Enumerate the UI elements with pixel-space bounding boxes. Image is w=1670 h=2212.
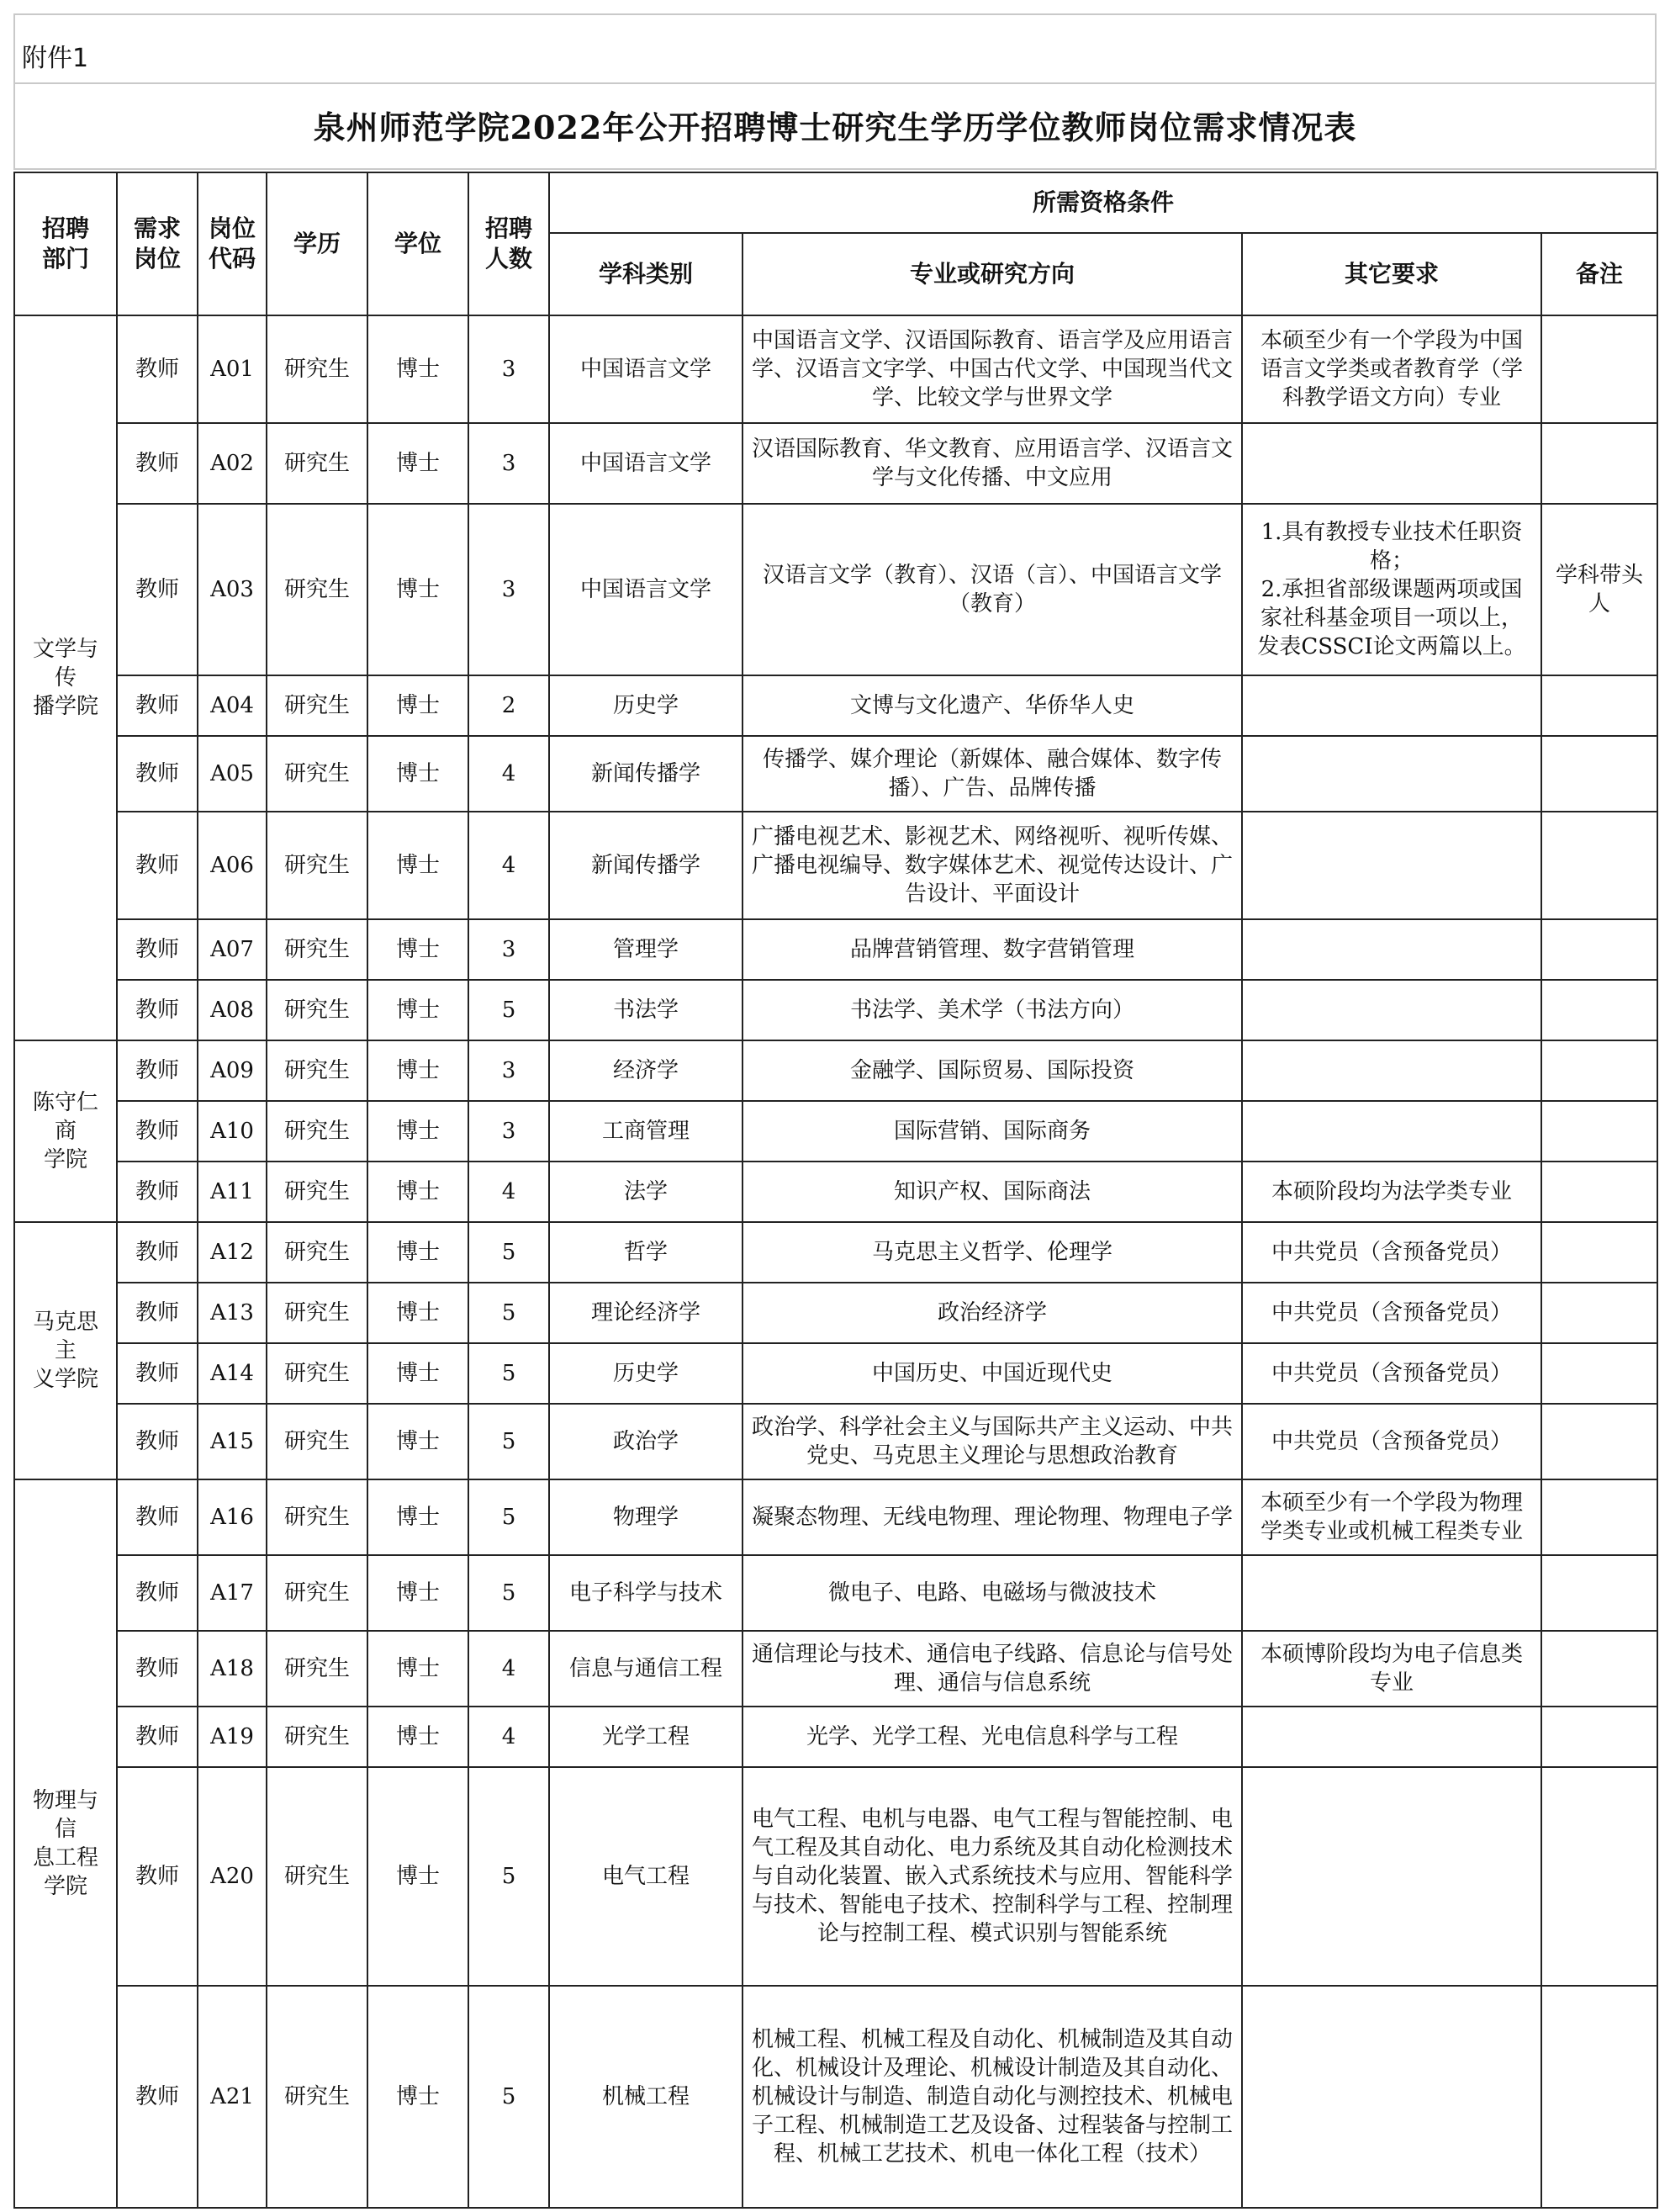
education-cell: 研究生 [267, 423, 367, 504]
remark-cell [1541, 1222, 1657, 1283]
code-cell: A07 [198, 919, 267, 980]
header-dept: 招聘 部门 [14, 172, 117, 315]
education-cell: 研究生 [267, 315, 367, 423]
other-requirements-cell: 中共党员（含预备党员） [1242, 1404, 1541, 1479]
post-cell: 教师 [117, 315, 198, 423]
code-cell: A17 [198, 1555, 267, 1631]
degree-cell: 博士 [367, 1162, 468, 1222]
header-other: 其它要求 [1242, 233, 1541, 315]
degree-cell: 博士 [367, 504, 468, 675]
table-row [14, 423, 1657, 504]
post-cell: 教师 [117, 1222, 198, 1283]
discipline-cell: 历史学 [549, 1343, 743, 1404]
count-cell: 3 [468, 919, 549, 980]
discipline-cell: 新闻传播学 [549, 736, 743, 812]
degree-cell: 博士 [367, 1631, 468, 1707]
post-cell: 教师 [117, 1767, 198, 1986]
major-cell: 文博与文化遗产、华侨华人史 [743, 675, 1242, 736]
post-cell: 教师 [117, 675, 198, 736]
education-cell: 研究生 [267, 812, 367, 919]
degree-cell: 博士 [367, 1343, 468, 1404]
discipline-cell: 管理学 [549, 919, 743, 980]
major-cell: 政治学、科学社会主义与国际共产主义运动、中共党史、马克思主义理论与思想政治教育 [743, 1404, 1242, 1479]
education-cell: 研究生 [267, 1631, 367, 1707]
discipline-cell: 经济学 [549, 1040, 743, 1101]
code-cell: A09 [198, 1040, 267, 1101]
degree-cell: 博士 [367, 736, 468, 812]
major-cell: 电气工程、电机与电器、电气工程与智能控制、电气工程及其自动化、电力系统及其自动化检测技术与自动化装置、嵌入式系统技术与应用、智能科学与技术、智能电子技术、控制科学与工程、控制理论与控制工程、模式识别与智能系统 [743, 1767, 1242, 1986]
degree-cell: 博士 [367, 1040, 468, 1101]
table-row [14, 1343, 1657, 1404]
code-cell: A01 [198, 315, 267, 423]
education-cell: 研究生 [267, 919, 367, 980]
count-cell: 4 [468, 812, 549, 919]
remark-cell [1541, 980, 1657, 1040]
other-requirements-cell [1242, 675, 1541, 736]
degree-cell: 博士 [367, 1283, 468, 1343]
count-cell: 4 [468, 1631, 549, 1707]
major-cell: 知识产权、国际商法 [743, 1162, 1242, 1222]
major-cell: 中国历史、中国近现代史 [743, 1343, 1242, 1404]
table-row [14, 1707, 1657, 1767]
count-cell: 5 [468, 1404, 549, 1479]
remark-cell [1541, 675, 1657, 736]
remark-cell [1541, 1404, 1657, 1479]
post-cell: 教师 [117, 1404, 198, 1479]
table-row [14, 919, 1657, 980]
count-cell: 3 [468, 1040, 549, 1101]
remark-cell [1541, 315, 1657, 423]
count-cell: 4 [468, 1707, 549, 1767]
code-cell: A13 [198, 1283, 267, 1343]
header-post: 需求 岗位 [117, 172, 198, 315]
post-cell: 教师 [117, 1479, 198, 1555]
code-cell: A19 [198, 1707, 267, 1767]
other-requirements-cell [1242, 1101, 1541, 1162]
remark-cell [1541, 1479, 1657, 1555]
remark-cell [1541, 1283, 1657, 1343]
code-cell: A18 [198, 1631, 267, 1707]
major-cell: 品牌营销管理、数字营销管理 [743, 919, 1242, 980]
discipline-cell: 历史学 [549, 675, 743, 736]
post-cell: 教师 [117, 1986, 198, 2208]
table-row [14, 1222, 1657, 1283]
major-cell: 微电子、电路、电磁场与微波技术 [743, 1555, 1242, 1631]
education-cell: 研究生 [267, 1162, 367, 1222]
major-cell: 汉语言文学（教育）、汉语（言）、中国语言文学（教育） [743, 504, 1242, 675]
discipline-cell: 电子科学与技术 [549, 1555, 743, 1631]
other-requirements-cell: 中共党员（含预备党员） [1242, 1343, 1541, 1404]
degree-cell: 博士 [367, 1101, 468, 1162]
other-requirements-cell: 中共党员（含预备党员） [1242, 1283, 1541, 1343]
discipline-cell: 理论经济学 [549, 1283, 743, 1343]
education-cell: 研究生 [267, 1767, 367, 1986]
code-cell: A08 [198, 980, 267, 1040]
code-cell: A20 [198, 1767, 267, 1986]
code-cell: A15 [198, 1404, 267, 1479]
count-cell: 5 [468, 1986, 549, 2208]
count-cell: 5 [468, 1479, 549, 1555]
post-cell: 教师 [117, 504, 198, 675]
other-requirements-cell [1242, 423, 1541, 504]
other-requirements-cell [1242, 919, 1541, 980]
code-cell: A16 [198, 1479, 267, 1555]
post-cell: 教师 [117, 1343, 198, 1404]
table-row [14, 1631, 1657, 1707]
discipline-cell: 机械工程 [549, 1986, 743, 2208]
degree-cell: 博士 [367, 1707, 468, 1767]
major-cell: 中国语言文学、汉语国际教育、语言学及应用语言学、汉语言文字学、中国古代文学、中国现当代文学、比较文学与世界文学 [743, 315, 1242, 423]
post-cell: 教师 [117, 423, 198, 504]
major-cell: 凝聚态物理、无线电物理、理论物理、物理电子学 [743, 1479, 1242, 1555]
discipline-cell: 物理学 [549, 1479, 743, 1555]
other-requirements-cell: 本硕至少有一个学段为物理学类专业或机械工程类专业 [1242, 1479, 1541, 1555]
table-row [14, 1767, 1657, 1986]
remark-cell [1541, 1162, 1657, 1222]
post-cell: 教师 [117, 1040, 198, 1101]
code-cell: A11 [198, 1162, 267, 1222]
degree-cell: 博士 [367, 423, 468, 504]
remark-cell [1541, 736, 1657, 812]
other-requirements-cell [1242, 1040, 1541, 1101]
other-requirements-cell: 本硕博阶段均为电子信息类专业 [1242, 1631, 1541, 1707]
discipline-cell: 书法学 [549, 980, 743, 1040]
major-cell: 机械工程、机械工程及自动化、机械制造及其自动化、机械设计及理论、机械设计制造及其自动化、机械设计与制造、制造自动化与测控技术、机械电子工程、机械制造工艺及设备、过程装备与控制工程、机械工艺技术、机电一体化工程（技术） [743, 1986, 1242, 2208]
discipline-cell: 光学工程 [549, 1707, 743, 1767]
discipline-cell: 电气工程 [549, 1767, 743, 1986]
degree-cell: 博士 [367, 1404, 468, 1479]
discipline-cell: 工商管理 [549, 1101, 743, 1162]
major-cell: 书法学、美术学（书法方向） [743, 980, 1242, 1040]
post-cell: 教师 [117, 980, 198, 1040]
other-requirements-cell [1242, 980, 1541, 1040]
table-row [14, 1986, 1657, 2208]
remark-cell [1541, 1986, 1657, 2208]
remark-cell [1541, 1631, 1657, 1707]
post-cell: 教师 [117, 919, 198, 980]
table-row [14, 1101, 1657, 1162]
code-cell: A04 [198, 675, 267, 736]
major-cell: 汉语国际教育、华文教育、应用语言学、汉语言文学与文化传播、中文应用 [743, 423, 1242, 504]
table-row [14, 1479, 1657, 1555]
education-cell: 研究生 [267, 504, 367, 675]
department-cell: 马克思主 义学院 [14, 1222, 117, 1479]
degree-cell: 博士 [367, 980, 468, 1040]
remark-cell [1541, 1555, 1657, 1631]
education-cell: 研究生 [267, 1101, 367, 1162]
other-requirements-cell: 中共党员（含预备党员） [1242, 1222, 1541, 1283]
table-row [14, 1040, 1657, 1101]
post-cell: 教师 [117, 1162, 198, 1222]
post-cell: 教师 [117, 736, 198, 812]
discipline-cell: 中国语言文学 [549, 315, 743, 423]
degree-cell: 博士 [367, 1986, 468, 2208]
header-code: 岗位 代码 [198, 172, 267, 315]
code-cell: A05 [198, 736, 267, 812]
education-cell: 研究生 [267, 980, 367, 1040]
code-cell: A10 [198, 1101, 267, 1162]
remark-cell [1541, 919, 1657, 980]
count-cell: 3 [468, 315, 549, 423]
code-cell: A02 [198, 423, 267, 504]
count-cell: 5 [468, 1767, 549, 1986]
degree-cell: 博士 [367, 315, 468, 423]
discipline-cell: 新闻传播学 [549, 812, 743, 919]
code-cell: A14 [198, 1343, 267, 1404]
table-row [14, 812, 1657, 919]
count-cell: 3 [468, 1101, 549, 1162]
degree-cell: 博士 [367, 1555, 468, 1631]
remark-cell: 学科带头人 [1541, 504, 1657, 675]
remark-cell [1541, 1343, 1657, 1404]
other-requirements-cell: 本硕至少有一个学段为中国语言文学类或者教育学（学科教学语文方向）专业 [1242, 315, 1541, 423]
header-count: 招聘 人数 [468, 172, 549, 315]
header-discipline: 学科类别 [549, 233, 743, 315]
table-row [14, 1283, 1657, 1343]
code-cell: A03 [198, 504, 267, 675]
header-edu: 学历 [267, 172, 367, 315]
attachment-label: 附件1 [13, 13, 1657, 82]
other-requirements-cell [1242, 1555, 1541, 1631]
education-cell: 研究生 [267, 1343, 367, 1404]
table-row [14, 1555, 1657, 1631]
discipline-cell: 法学 [549, 1162, 743, 1222]
code-cell: A21 [198, 1986, 267, 2208]
education-cell: 研究生 [267, 1283, 367, 1343]
other-requirements-cell: 本硕阶段均为法学类专业 [1242, 1162, 1541, 1222]
education-cell: 研究生 [267, 1404, 367, 1479]
major-cell: 金融学、国际贸易、国际投资 [743, 1040, 1242, 1101]
table-row [14, 1404, 1657, 1479]
table-row [14, 980, 1657, 1040]
table-body [14, 315, 1657, 2208]
department-cell: 陈守仁商 学院 [14, 1040, 117, 1222]
count-cell: 5 [468, 980, 549, 1040]
other-requirements-cell [1242, 1986, 1541, 2208]
post-cell: 教师 [117, 1283, 198, 1343]
table-row [14, 315, 1657, 423]
header-degree: 学位 [367, 172, 468, 315]
post-cell: 教师 [117, 812, 198, 919]
header-qualifications: 所需资格条件 [549, 172, 1657, 233]
education-cell: 研究生 [267, 1707, 367, 1767]
post-cell: 教师 [117, 1631, 198, 1707]
code-cell: A12 [198, 1222, 267, 1283]
discipline-cell: 哲学 [549, 1222, 743, 1283]
post-cell: 教师 [117, 1707, 198, 1767]
education-cell: 研究生 [267, 1986, 367, 2208]
major-cell: 传播学、媒介理论（新媒体、融合媒体、数字传播）、广告、品牌传播 [743, 736, 1242, 812]
table-row [14, 1162, 1657, 1222]
other-requirements-cell [1242, 736, 1541, 812]
remark-cell [1541, 1707, 1657, 1767]
education-cell: 研究生 [267, 1040, 367, 1101]
remark-cell [1541, 1767, 1657, 1986]
discipline-cell: 政治学 [549, 1404, 743, 1479]
education-cell: 研究生 [267, 1222, 367, 1283]
education-cell: 研究生 [267, 1479, 367, 1555]
count-cell: 3 [468, 423, 549, 504]
other-requirements-cell [1242, 1707, 1541, 1767]
major-cell: 广播电视艺术、影视艺术、网络视听、视听传媒、广播电视编导、数字媒体艺术、视觉传达设计、广告设计、平面设计 [743, 812, 1242, 919]
header-major: 专业或研究方向 [743, 233, 1242, 315]
degree-cell: 博士 [367, 1222, 468, 1283]
remark-cell [1541, 423, 1657, 504]
table-row [14, 736, 1657, 812]
discipline-cell: 中国语言文学 [549, 504, 743, 675]
other-requirements-cell: 1.具有教授专业技术任职资格； 2.承担省部级课题两项或国家社科基金项目一项以上，发表CSSCI论文两篇以上。 [1242, 504, 1541, 675]
count-cell: 5 [468, 1343, 549, 1404]
remark-cell [1541, 1101, 1657, 1162]
degree-cell: 博士 [367, 675, 468, 736]
count-cell: 3 [468, 504, 549, 675]
education-cell: 研究生 [267, 675, 367, 736]
count-cell: 5 [468, 1283, 549, 1343]
other-requirements-cell [1242, 812, 1541, 919]
degree-cell: 博士 [367, 1479, 468, 1555]
count-cell: 5 [468, 1555, 549, 1631]
post-cell: 教师 [117, 1555, 198, 1631]
department-cell: 物理与信 息工程 学院 [14, 1479, 117, 2208]
count-cell: 2 [468, 675, 549, 736]
other-requirements-cell [1242, 1767, 1541, 1986]
major-cell: 国际营销、国际商务 [743, 1101, 1242, 1162]
education-cell: 研究生 [267, 1555, 367, 1631]
count-cell: 5 [468, 1222, 549, 1283]
discipline-cell: 信息与通信工程 [549, 1631, 743, 1707]
discipline-cell: 中国语言文学 [549, 423, 743, 504]
degree-cell: 博士 [367, 812, 468, 919]
department-cell: 文学与传 播学院 [14, 315, 117, 1040]
remark-cell [1541, 812, 1657, 919]
table-row [14, 675, 1657, 736]
major-cell: 通信理论与技术、通信电子线路、信息论与信号处理、通信与信息系统 [743, 1631, 1242, 1707]
code-cell: A06 [198, 812, 267, 919]
post-cell: 教师 [117, 1101, 198, 1162]
page-title: 泉州师范学院2022年公开招聘博士研究生学历学位教师岗位需求情况表 [13, 82, 1657, 170]
remark-cell [1541, 1040, 1657, 1101]
degree-cell: 博士 [367, 919, 468, 980]
table-row [14, 504, 1657, 675]
count-cell: 4 [468, 736, 549, 812]
recruitment-table [13, 172, 1658, 2209]
count-cell: 4 [468, 1162, 549, 1222]
degree-cell: 博士 [367, 1767, 468, 1986]
major-cell: 政治经济学 [743, 1283, 1242, 1343]
major-cell: 光学、光学工程、光电信息科学与工程 [743, 1707, 1242, 1767]
header-remark: 备注 [1541, 233, 1657, 315]
education-cell: 研究生 [267, 736, 367, 812]
major-cell: 马克思主义哲学、伦理学 [743, 1222, 1242, 1283]
